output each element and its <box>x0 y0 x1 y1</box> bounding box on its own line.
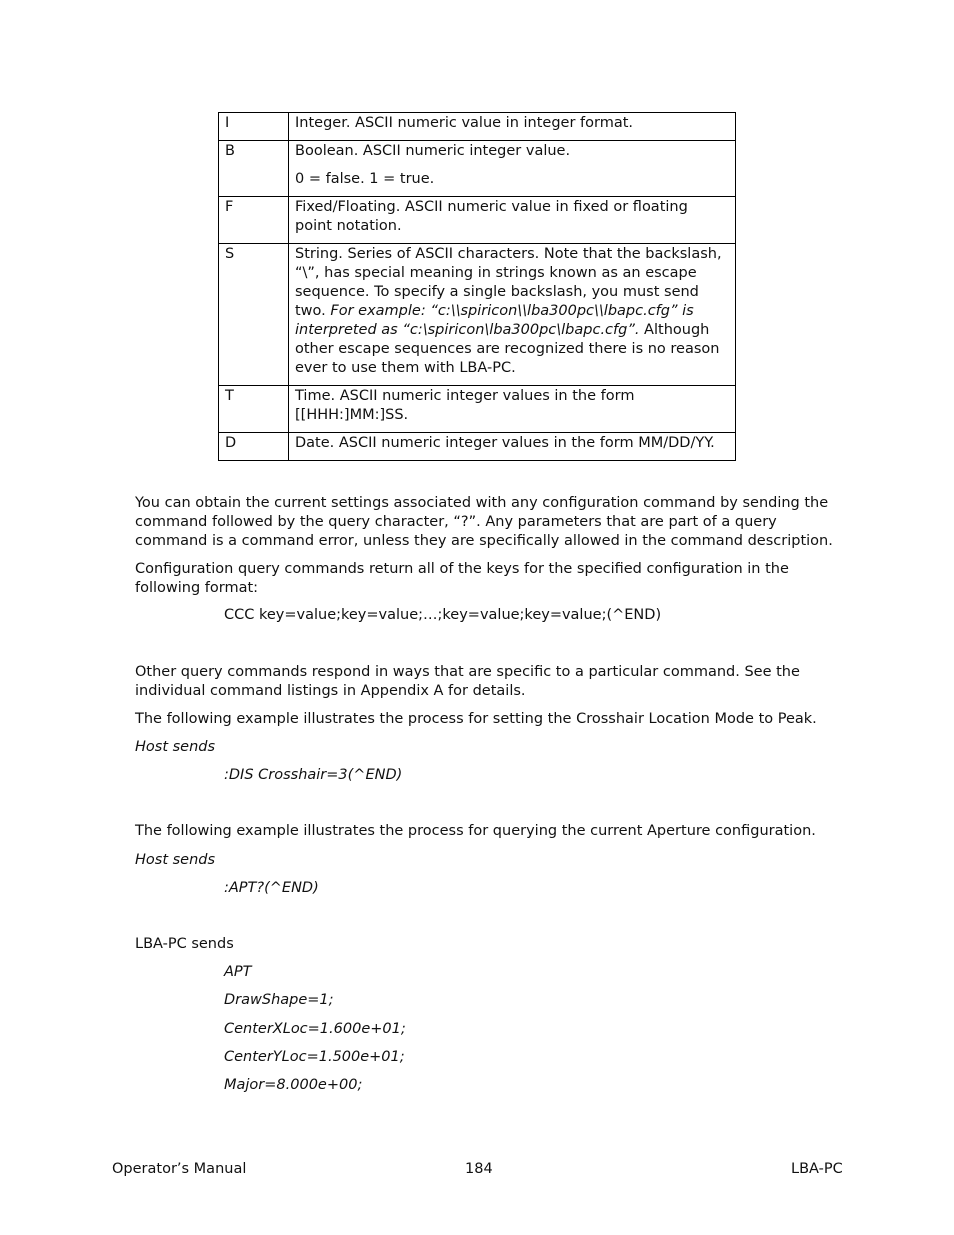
type-description: String. Series of ASCII characters. Note that the backslash, “\”, has special meaning in strings known as an escape sequence. To specify a single backslash, you must send two. For example: “c:\\spiricon\\lba300pc\\lbapc.cfg” is interpreted as “c:\spiricon\lba300pc\lbapc.cfg”. Although other escape sequences are recognized there is no reason ever to use them with LBA-PC. <box>289 244 736 386</box>
type-description: Integer. ASCII numeric value in integer format. <box>289 113 736 141</box>
type-code: T <box>219 386 289 433</box>
type-description: Date. ASCII numeric integer values in the form MM/DD/YY. <box>289 433 736 461</box>
table-row <box>219 141 736 197</box>
type-code: I <box>219 113 289 141</box>
host-sends-label: Host sends <box>135 852 216 868</box>
paragraph-config-query: Configuration query commands return all of the keys for the specified configuration in the following format: <box>135 561 789 596</box>
format-line: CCC key=value;key=value;…;key=value;key=value;(^END) <box>224 607 662 623</box>
type-code: F <box>219 197 289 244</box>
response-line: CenterYLoc=1.500e+01; <box>224 1049 405 1065</box>
type-description: Boolean. ASCII numeric integer value. 0 = false. 1 = true. <box>289 141 736 197</box>
table-row <box>219 244 736 386</box>
response-line: DrawShape=1; <box>224 992 334 1008</box>
host-sends-label: Host sends <box>135 739 216 755</box>
type-description: Fixed/Floating. ASCII numeric value in fixed or floating point notation. <box>289 197 736 244</box>
response-line: CenterXLoc=1.600e+01; <box>224 1021 406 1037</box>
response-line: APT <box>224 964 252 980</box>
type-code: B <box>219 141 289 197</box>
footer-left: Operator’s Manual <box>112 1161 247 1177</box>
aperture-query-command: :APT?(^END) <box>224 880 319 896</box>
page-number: 184 <box>465 1161 493 1177</box>
table-row <box>219 386 736 433</box>
footer-right: LBA-PC <box>791 1161 843 1177</box>
paragraph-example-aperture: The following example illustrates the process for querying the current Aperture configuration. <box>135 823 816 839</box>
table-row <box>219 433 736 461</box>
table-row <box>219 197 736 244</box>
crosshair-command: :DIS Crosshair=3(^END) <box>224 767 403 783</box>
response-line: Major=8.000e+00; <box>224 1077 363 1093</box>
type-code: S <box>219 244 289 386</box>
data-type-table <box>218 112 736 461</box>
lba-sends-label: LBA-PC sends <box>135 936 234 952</box>
paragraph-other-query: Other query commands respond in ways that are specific to a particular command. See the individual command listings in Appendix A for details. <box>135 664 800 699</box>
paragraph-example-crosshair: The following example illustrates the process for setting the Crosshair Location Mode to Peak. <box>135 711 817 727</box>
paragraph-query: You can obtain the current settings associated with any configuration command by sending the command followed by the query character, “?”. Any parameters that are part of a query command is a command error, unless they are specifically allowed in the command description. <box>135 495 833 549</box>
type-code: D <box>219 433 289 461</box>
type-description: Time. ASCII numeric integer values in the form [[HHH:]MM:]SS. <box>289 386 736 433</box>
table-row <box>219 113 736 141</box>
